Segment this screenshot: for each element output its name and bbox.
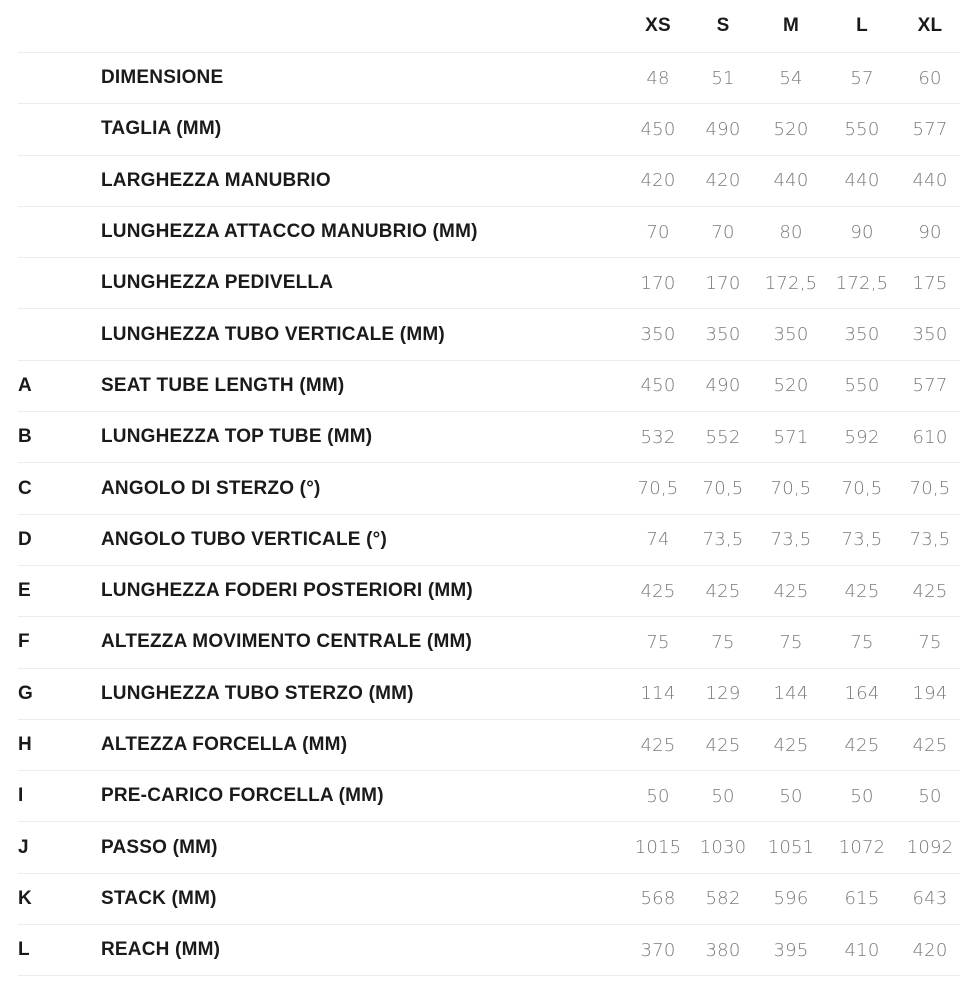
row-value: 450 — [640, 118, 676, 140]
row-value: 51 — [711, 67, 735, 89]
row-value: 550 — [844, 375, 880, 397]
row-value: 490 — [705, 118, 741, 140]
row-value: 194 — [912, 683, 948, 705]
row-value: 577 — [912, 375, 948, 397]
row-letter — [18, 156, 78, 206]
row-value: 70,5 — [770, 478, 812, 500]
table-row — [18, 515, 960, 566]
row-letter — [18, 207, 78, 257]
row-value: 1072 — [838, 837, 886, 859]
table-row — [18, 53, 960, 104]
row-value: 395 — [773, 939, 809, 961]
table-row — [18, 258, 960, 309]
row-value: 550 — [844, 118, 880, 140]
table-row — [18, 925, 960, 976]
row-value: 568 — [640, 888, 676, 910]
row-value: 440 — [844, 170, 880, 192]
geometry-table — [18, 0, 960, 976]
table-row — [18, 463, 960, 514]
table-header-row — [18, 0, 960, 53]
row-value: 54 — [779, 67, 803, 89]
row-value: 70 — [646, 221, 670, 243]
row-value: 129 — [705, 683, 741, 705]
row-value: 70,5 — [637, 478, 679, 500]
row-letter: I — [18, 785, 24, 807]
row-value: 80 — [779, 221, 803, 243]
row-value: 615 — [844, 888, 880, 910]
row-value: 425 — [640, 580, 676, 602]
row-value: 380 — [705, 939, 741, 961]
row-letter: C — [18, 477, 33, 499]
row-value: 57 — [850, 67, 874, 89]
table-row — [18, 874, 960, 925]
row-value: 425 — [773, 734, 809, 756]
row-label: TAGLIA (MM) — [101, 118, 222, 140]
row-value: 50 — [646, 785, 670, 807]
row-value: 571 — [773, 426, 809, 448]
row-value: 410 — [844, 939, 880, 961]
row-label: ALTEZZA FORCELLA (MM) — [101, 734, 348, 755]
row-value: 75 — [711, 631, 735, 653]
row-value: 425 — [844, 734, 880, 756]
row-value: 582 — [705, 888, 741, 910]
row-value: 70,5 — [841, 478, 883, 500]
row-letter: B — [18, 426, 33, 448]
row-value: 75 — [850, 631, 874, 653]
row-value: 370 — [640, 939, 676, 961]
row-value: 596 — [773, 888, 809, 910]
row-label: ANGOLO DI STERZO (°) — [101, 477, 321, 499]
row-value: 75 — [918, 631, 942, 653]
row-value: 420 — [640, 170, 676, 192]
row-value: 50 — [918, 785, 942, 807]
table-row — [18, 617, 960, 668]
table-row — [18, 309, 960, 360]
row-label: STACK (MM) — [101, 887, 217, 909]
row-value: 73,5 — [909, 529, 951, 551]
row-letter: A — [18, 374, 33, 396]
row-letter: L — [18, 939, 30, 961]
row-label: ANGOLO TUBO VERTICALE (°) — [101, 528, 387, 550]
row-value: 532 — [640, 426, 676, 448]
size-header-xs: XS — [645, 15, 671, 36]
table-row — [18, 104, 960, 155]
row-value: 73,5 — [841, 529, 883, 551]
row-value: 592 — [844, 426, 880, 448]
row-label: ALTEZZA MOVIMENTO CENTRALE (MM) — [101, 631, 473, 653]
row-label: LUNGHEZZA TUBO STERZO (MM) — [101, 682, 414, 704]
row-label: LUNGHEZZA TOP TUBE (MM) — [101, 426, 373, 448]
row-label: LUNGHEZZA ATTACCO MANUBRIO (MM) — [101, 221, 478, 243]
row-value: 50 — [850, 785, 874, 807]
row-value: 425 — [912, 734, 948, 756]
row-value: 420 — [705, 170, 741, 192]
row-value: 73,5 — [702, 529, 744, 551]
size-header-s: S — [716, 15, 730, 36]
row-label: LARGHEZZA MANUBRIO — [101, 169, 331, 191]
row-value: 70 — [711, 221, 735, 243]
row-letter — [18, 309, 78, 359]
row-value: 70,5 — [909, 478, 951, 500]
row-value: 172,5 — [764, 272, 818, 294]
table-body — [18, 53, 960, 976]
row-value: 50 — [711, 785, 735, 807]
row-value: 144 — [773, 683, 809, 705]
row-value: 425 — [912, 580, 948, 602]
row-value: 450 — [640, 375, 676, 397]
row-value: 440 — [912, 170, 948, 192]
row-value: 350 — [912, 324, 948, 346]
size-header-m: M — [782, 15, 800, 36]
size-header-xl: XL — [917, 15, 943, 36]
table-row — [18, 669, 960, 720]
row-value: 170 — [705, 272, 741, 294]
row-letter: G — [18, 682, 34, 704]
row-letter — [18, 258, 78, 308]
row-value: 1015 — [634, 837, 682, 859]
row-label: LUNGHEZZA PEDIVELLA — [101, 272, 334, 294]
table-row — [18, 720, 960, 771]
row-value: 73,5 — [770, 529, 812, 551]
row-value: 552 — [705, 426, 741, 448]
row-value: 74 — [646, 529, 670, 551]
table-row — [18, 566, 960, 617]
row-letter: K — [18, 887, 33, 909]
row-value: 610 — [912, 426, 948, 448]
table-row — [18, 771, 960, 822]
row-value: 90 — [918, 221, 942, 243]
row-value: 175 — [912, 272, 948, 294]
row-letter: H — [18, 734, 33, 755]
row-value: 50 — [779, 785, 803, 807]
row-letter: J — [18, 836, 29, 858]
row-value: 490 — [705, 375, 741, 397]
row-letter: E — [18, 580, 31, 602]
row-letter: D — [18, 528, 33, 550]
row-value: 1030 — [699, 837, 747, 859]
row-label: DIMENSIONE — [101, 67, 224, 89]
size-header-l: L — [856, 15, 868, 36]
row-value: 440 — [773, 170, 809, 192]
table-row — [18, 361, 960, 412]
row-letter: F — [18, 631, 30, 653]
row-letter — [18, 53, 78, 103]
row-value: 60 — [918, 67, 942, 89]
row-label: LUNGHEZZA TUBO VERTICALE (MM) — [101, 323, 445, 345]
row-value: 350 — [640, 324, 676, 346]
table-row — [18, 412, 960, 463]
row-value: 1051 — [767, 837, 815, 859]
row-label: PRE-CARICO FORCELLA (MM) — [101, 785, 384, 807]
row-value: 350 — [705, 324, 741, 346]
row-value: 425 — [705, 580, 741, 602]
row-value: 425 — [705, 734, 741, 756]
row-value: 75 — [646, 631, 670, 653]
row-value: 420 — [912, 939, 948, 961]
row-value: 425 — [773, 580, 809, 602]
row-value: 520 — [773, 375, 809, 397]
row-label: REACH (MM) — [101, 939, 221, 961]
row-value: 577 — [912, 118, 948, 140]
row-value: 425 — [640, 734, 676, 756]
row-value: 70,5 — [702, 478, 744, 500]
row-value: 643 — [912, 888, 948, 910]
row-value: 114 — [640, 683, 676, 705]
row-value: 350 — [844, 324, 880, 346]
row-value: 350 — [773, 324, 809, 346]
table-row — [18, 156, 960, 207]
row-value: 48 — [646, 67, 670, 89]
row-label: PASSO (MM) — [101, 836, 218, 858]
row-letter — [18, 104, 78, 154]
row-value: 90 — [850, 221, 874, 243]
row-value: 170 — [640, 272, 676, 294]
row-value: 1092 — [906, 837, 954, 859]
table-row — [18, 207, 960, 258]
table-row — [18, 822, 960, 873]
row-value: 75 — [779, 631, 803, 653]
row-value: 520 — [773, 118, 809, 140]
row-label: SEAT TUBE LENGTH (MM) — [101, 374, 345, 396]
row-value: 425 — [844, 580, 880, 602]
row-value: 164 — [844, 683, 880, 705]
row-value: 172,5 — [835, 272, 889, 294]
row-label: LUNGHEZZA FODERI POSTERIORI (MM) — [101, 580, 473, 602]
